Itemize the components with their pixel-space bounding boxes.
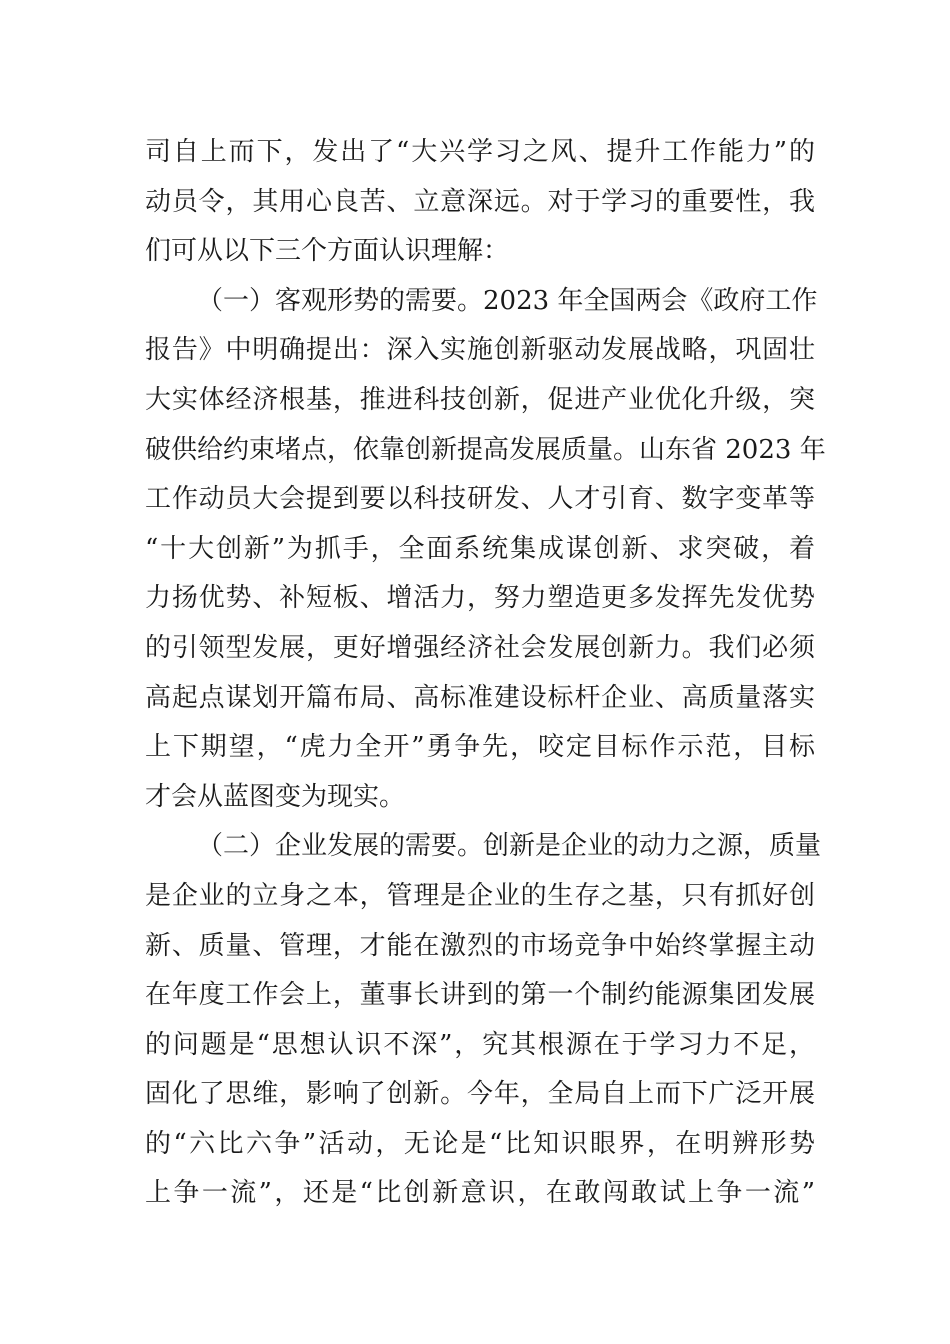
- text-line: 的问题是“思想认识不深”，究其根源在于学习力不足，: [145, 1029, 815, 1060]
- text-line: 的引领型发展，更好增强经济社会发展创新力。我们必须: [145, 632, 815, 663]
- text-line: 才会从蓝图变为现实。: [145, 781, 406, 812]
- text-line: （二）企业发展的需要。创新是企业的动力之源，质量: [197, 831, 822, 862]
- text-line: 高起点谋划开篇布局、高标准建设标杆企业、高质量落实: [145, 682, 815, 713]
- text-line: 动员令，其用心良苦、立意深远。对于学习的重要性，我: [145, 186, 815, 217]
- text-line: 上争一流”，还是“比创新意识，在敢闯敢试上争一流”: [145, 1178, 815, 1209]
- text-line: 大实体经济根基，推进科技创新，促进产业优化升级，突: [145, 384, 815, 415]
- text-line: 破供给约束堵点，依靠创新提高发展质量。山东省 2023 年: [145, 434, 826, 465]
- text-line: 们可从以下三个方面认识理解：: [145, 236, 510, 267]
- text-line: “十大创新”为抓手，全面系统集成谋创新、求突破，着: [145, 533, 815, 564]
- text-line: 报告》中明确提出：深入实施创新驱动发展战略，巩固壮: [145, 335, 815, 366]
- text-line: 上下期望，“虎力全开”勇争先，咬定目标作示范，目标: [145, 732, 815, 763]
- text-line: 在年度工作会上，董事长讲到的第一个制约能源集团发展: [145, 980, 815, 1011]
- text-line: 固化了思维，影响了创新。今年，全局自上而下广泛开展: [145, 1079, 815, 1110]
- text-line: 工作动员大会提到要以科技研发、人才引育、数字变革等: [145, 484, 815, 515]
- text-line: （一）客观形势的需要。2023 年全国两会《政府工作: [197, 285, 818, 316]
- text-line: 是企业的立身之本，管理是企业的生存之基，只有抓好创: [145, 880, 815, 911]
- text-line: 新、质量、管理，才能在激烈的市场竞争中始终掌握主动: [145, 930, 815, 961]
- text-line: 司自上而下，发出了“大兴学习之风、提升工作能力”的: [145, 137, 815, 167]
- body-text: [145, 128, 826, 1219]
- text-line: 的“六比六争”活动，无论是“比知识眼界，在明辨形势: [145, 1128, 815, 1159]
- text-line: 力扬优势、补短板、增活力，努力塑造更多发挥先发优势: [145, 583, 815, 614]
